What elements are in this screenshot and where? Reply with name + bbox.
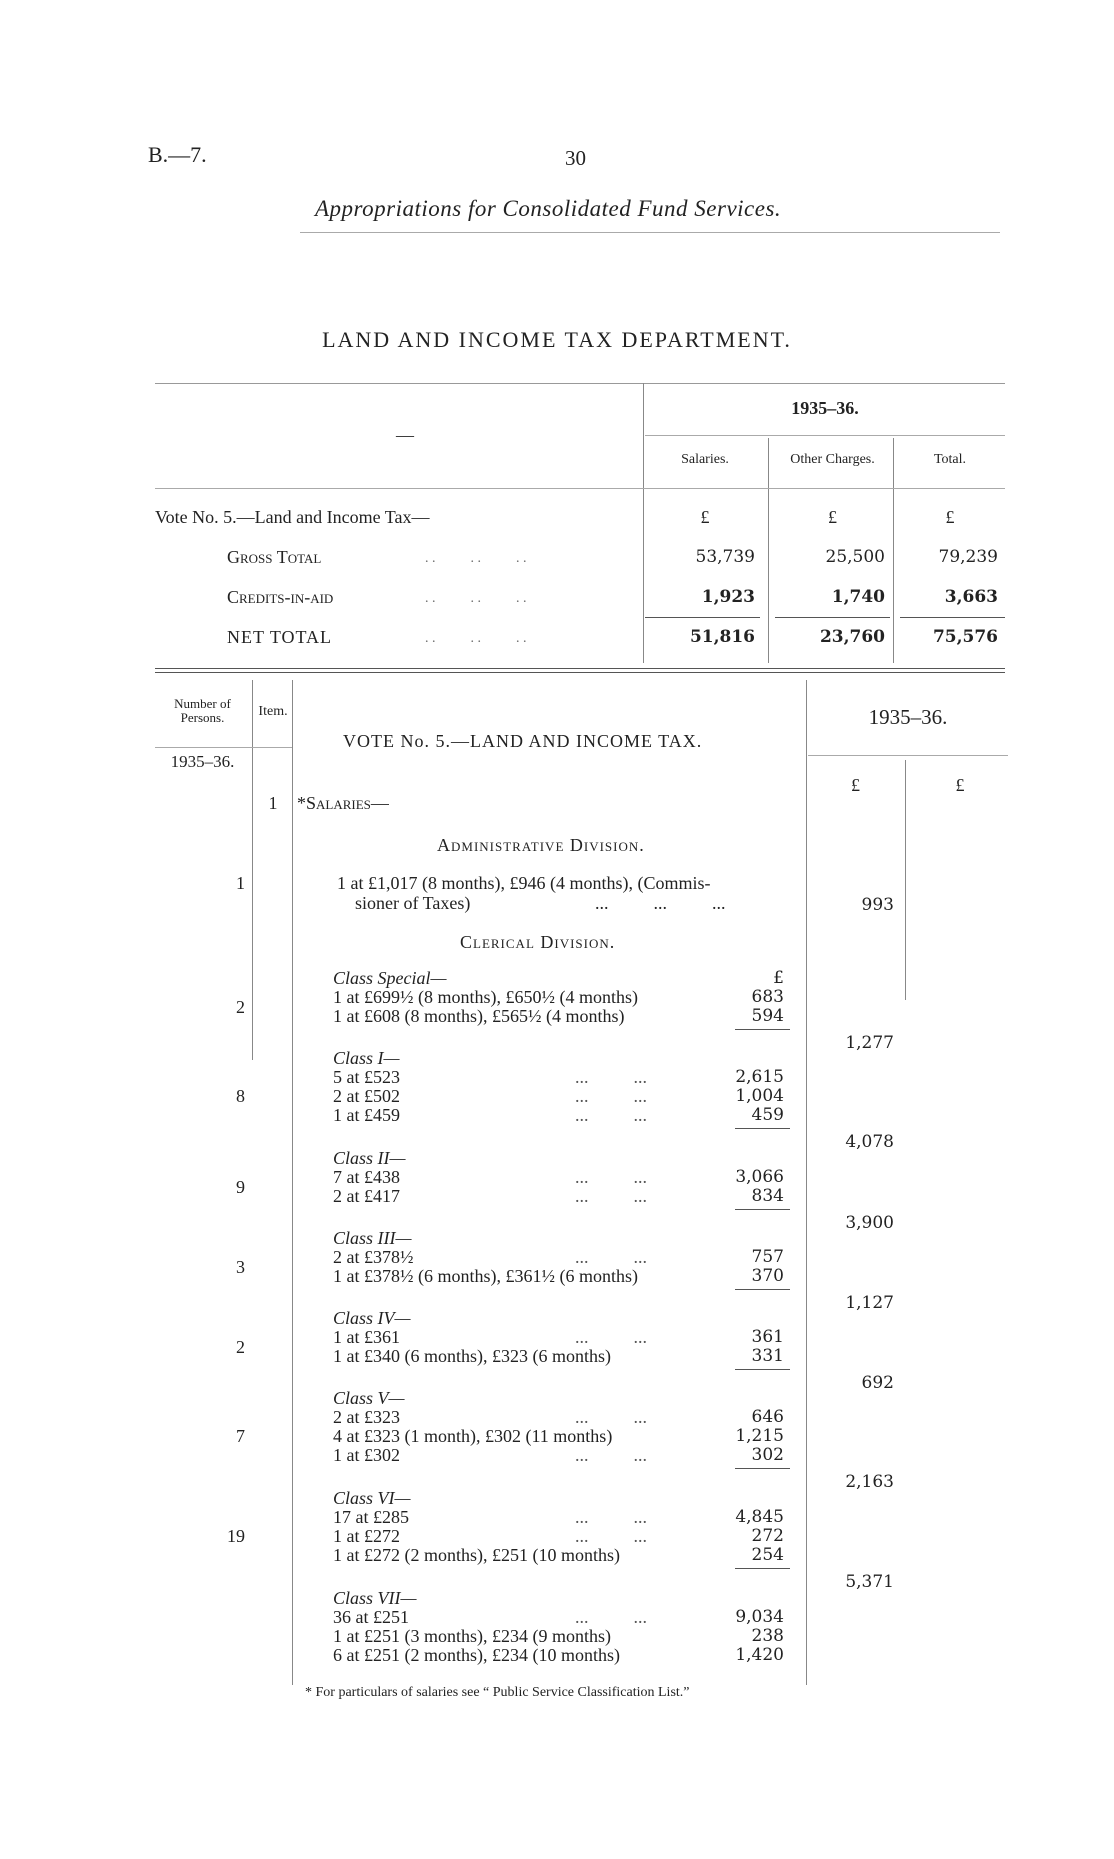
subtotal-rule-2 [775,617,890,618]
class-line-amount: 757 [751,1247,784,1267]
department-title: LAND AND INCOME TAX DEPARTMENT. [322,327,792,352]
class-line-text: 36 at £251 [333,1607,409,1627]
class-line-text: 17 at £285 [333,1507,409,1527]
detail-year: 1935–36. [868,705,948,729]
class-line-text: 1 at £378½ (6 months), £361½ (6 months) [333,1266,638,1286]
class-line-text: 2 at £417 [333,1186,400,1206]
class-line-dots: ... ... [575,1167,647,1187]
class-persons: 3 [236,1256,245,1277]
class-name: Class I— [333,1048,400,1068]
document-reference: B.—7. [148,142,207,167]
class-line-dots: ... ... [575,1105,647,1125]
class-line-text: 1 at £251 (3 months), £234 (9 months) [333,1626,611,1646]
class-total: 1,277 [845,1033,894,1053]
class-persons: 9 [236,1176,245,1197]
vote-heading: VOTE No. 5.—LAND AND INCOME TAX. [343,731,703,751]
class-persons: 8 [236,1086,245,1106]
class-line-amount: 594 [751,1006,784,1026]
footnote: * For particulars of salaries see “ Public Service Classification List.” [305,1685,690,1700]
class-total: 5,371 [845,1572,894,1592]
class-line-amount: 646 [751,1407,784,1427]
summary-top-rule [155,383,1005,384]
class-name: Class IV— [333,1308,411,1328]
persons-year: 1935–36. [170,752,235,771]
class-line-amount: 834 [751,1186,784,1206]
net-total-salaries: 51,816 [689,627,755,647]
class-line-amount: 370 [751,1266,784,1286]
class-line-dots: ... ... [575,1247,647,1267]
net-total-total: 75,576 [932,627,998,647]
class-line-dots: ... ... [575,1407,647,1427]
gross-total-total: 79,239 [938,547,998,567]
class-subtotal-rule [735,1468,790,1469]
net-total-dots: . . . . . . [425,631,527,646]
col-salaries: Salaries. [681,452,729,467]
pound-other: £ [828,507,837,527]
admin-line-1: 1 at £1,017 (8 months), £946 (4 months), (Commis- [337,873,711,893]
class-persons: 19 [227,1526,245,1546]
gross-total-label: Gross Total [227,547,322,567]
class-line-amount: 272 [751,1526,784,1546]
admin-line-2: sioner of Taxes) [355,893,471,913]
header-rule [300,232,1000,233]
class-line-amount: 1,420 [735,1645,784,1665]
class-line-amount: 238 [751,1626,784,1646]
class-line-amount: 4,845 [735,1507,784,1527]
col-number-of-persons: Number of Persons. [174,696,231,725]
class-subtotal-rule [735,1128,790,1129]
class-total: 3,900 [845,1213,894,1233]
page-subtitle: Appropriations for Consolidated Fund Services. [315,196,782,221]
class-line-amount: 1,004 [735,1086,784,1106]
class-line-amount: 3,066 [735,1167,784,1187]
persons-head-rule [155,747,292,748]
class-line-amount: 302 [751,1445,784,1465]
class-persons: 2 [236,996,245,1017]
summary-dash: — [396,425,414,445]
class-line-text: 1 at £272 [333,1526,400,1546]
class-line-text: 2 at £378½ [333,1247,414,1267]
class-name: Class Special— [333,968,447,988]
class-line-text: 6 at £251 (2 months), £234 (10 months) [333,1645,620,1665]
summary-year: 1935–36. [791,398,859,418]
gross-total-salaries: 53,739 [695,547,755,567]
item-divider [292,680,293,1685]
pound-total: £ [945,507,955,527]
class-line-text: 1 at £459 [333,1105,400,1125]
class-line-amount: 9,034 [735,1607,784,1627]
class-name: Class III— [333,1228,412,1248]
administrative-division: Administrative Division. [437,835,645,855]
year-rule [645,435,1005,436]
credits-in-aid-total: 3,663 [944,587,998,607]
summary-bottom-rule [155,668,1005,669]
class-subtotal-rule [735,1029,790,1030]
admin-total: 993 [861,895,894,915]
class-pound: £ [773,968,784,988]
class-line-amount: 254 [751,1545,784,1565]
class-line-text: 1 at £272 (2 months), £251 (10 months) [333,1545,620,1565]
class-total: 2,163 [845,1472,894,1492]
class-line-dots: ... ... [575,1526,647,1546]
pound-salaries: £ [700,507,710,527]
class-line-dots: ... ... [575,1507,647,1527]
class-subtotal-rule [735,1369,790,1370]
class-total: 692 [861,1373,894,1393]
class-line-text: 1 at £699½ (8 months), £650½ (4 months) [333,987,638,1007]
item-number: 1 [268,793,278,813]
net-total-other: 23,760 [819,627,885,647]
class-line-amount: 2,615 [735,1067,784,1087]
class-line-text: 1 at £361 [333,1327,400,1347]
class-line-text: 5 at £523 [333,1067,400,1087]
class-name: Class V— [333,1388,405,1408]
class-subtotal-rule [735,1568,790,1569]
clerical-division: Clerical Division. [460,932,616,952]
class-line-amount: 331 [751,1346,784,1366]
class-subtotal-rule [735,1209,790,1210]
class-line-amount: 361 [751,1327,784,1347]
col-item: Item. [258,704,288,719]
class-line-dots: ... ... [575,1067,647,1087]
class-line-dots: ... ... [575,1327,647,1347]
class-line-amount: 1,215 [735,1426,784,1446]
col-divider-2 [893,438,894,663]
gross-total-other: 25,500 [825,547,885,567]
summary-divider [643,383,644,663]
persons-divider [252,680,253,1060]
admin-persons: 1 [236,873,245,893]
summary-head-rule [155,488,1005,489]
class-total: 1,127 [845,1293,894,1313]
col-total: Total. [933,452,967,467]
summary-bottom-rule-2 [155,672,1005,673]
credits-in-aid-other: 1,740 [831,587,885,607]
admin-dots: ... ... ... [595,893,726,913]
totals-divider [905,760,906,1000]
class-line-dots: ... ... [575,1607,647,1627]
detail-pound-1: £ [851,775,860,795]
salaries-heading: *Salaries— [297,793,389,813]
class-line-text: 7 at £438 [333,1167,400,1187]
credits-in-aid-dots: . . . . . . [425,591,527,606]
subtotal-rule-1 [645,617,760,618]
class-line-dots: ... ... [575,1445,647,1465]
class-name: Class VII— [333,1588,417,1608]
class-subtotal-rule [735,1289,790,1290]
class-name: Class VI— [333,1488,411,1508]
class-name: Class II— [333,1148,406,1168]
class-line-text: 1 at £302 [333,1445,400,1465]
class-line-dots: ... ... [575,1186,647,1206]
class-persons: 2 [236,1336,245,1357]
col-divider-1 [768,438,769,663]
gross-total-dots: . . . . . . [425,551,527,566]
credits-in-aid-salaries: 1,923 [701,587,755,607]
class-persons: 7 [236,1426,245,1446]
class-line-amount: 683 [751,987,784,1007]
class-total: 4,078 [845,1132,894,1152]
class-line-amount: 459 [751,1105,784,1125]
detail-pound-2: £ [955,775,965,795]
page-number: 30 [565,146,586,170]
subtotal-rule-3 [900,617,1005,618]
detail-year-rule [808,755,1008,756]
vote-label: Vote No. 5.—Land and Income Tax— [155,507,430,527]
credits-in-aid-label: Credits-in-aid [227,587,334,607]
class-line-text: 1 at £340 (6 months), £323 (6 months) [333,1346,611,1366]
col-other-charges: Other Charges. [790,452,875,467]
class-line-text: 1 at £608 (8 months), £565½ (4 months) [333,1006,625,1026]
amounts-divider [806,680,807,1685]
class-line-text: 2 at £502 [333,1086,400,1106]
class-line-text: 2 at £323 [333,1407,400,1427]
class-line-dots: ... ... [575,1086,647,1106]
class-line-text: 4 at £323 (1 month), £302 (11 months) [333,1426,613,1446]
net-total-label: NET TOTAL [227,627,333,647]
